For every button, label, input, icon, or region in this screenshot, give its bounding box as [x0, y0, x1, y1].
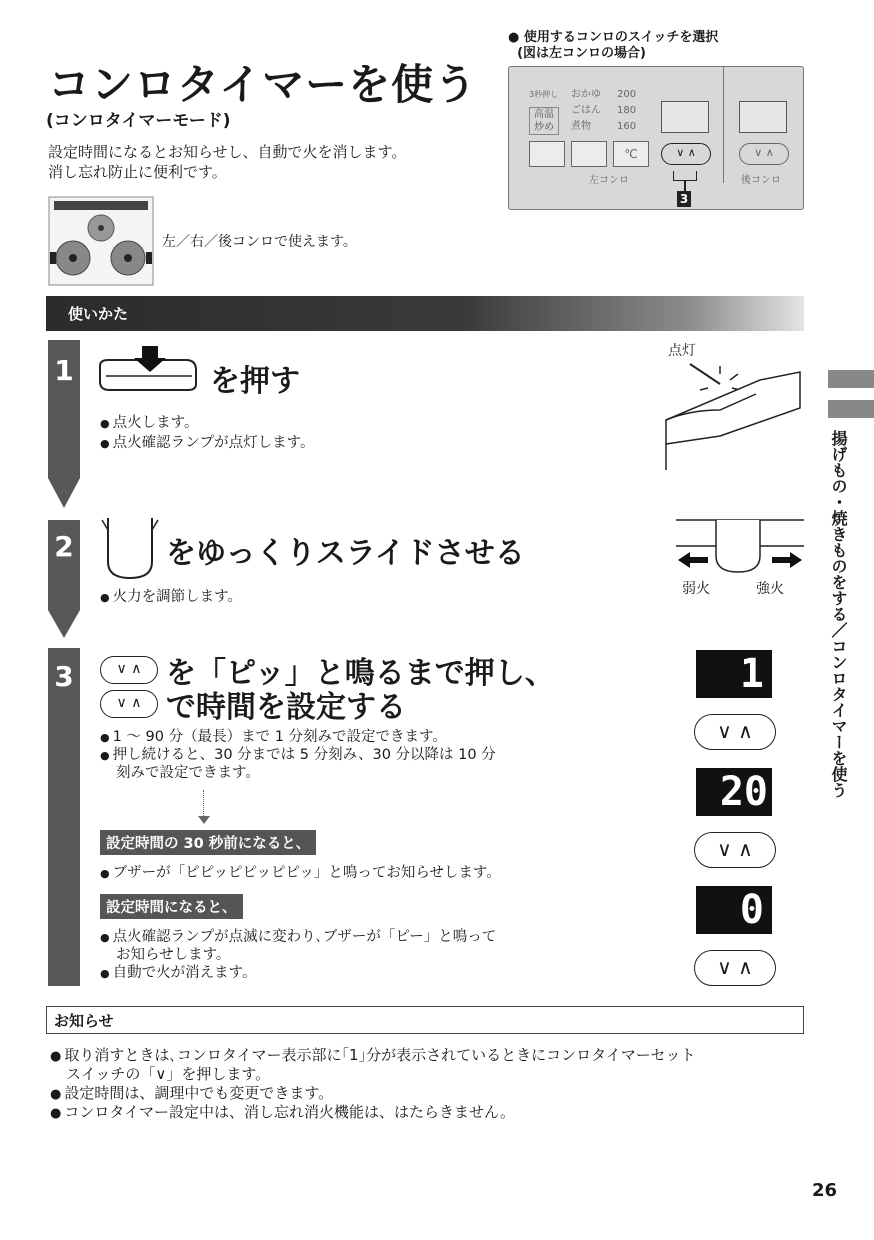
step-2-arrow: [48, 610, 80, 638]
mode-item: おかゆ: [571, 89, 601, 100]
kettle-button-icon: [529, 141, 565, 167]
temp-item: 180: [617, 105, 637, 116]
flow-dotted-line: [203, 790, 204, 818]
notice-label: お知らせ: [54, 1012, 114, 1030]
intro-line: 設定時間になるとお知らせし、自動で火を消します。: [48, 143, 407, 161]
panel-caption-text: 使用するコンロのスイッチを選択: [523, 30, 719, 45]
hold-3sec-label: 3秒押し: [529, 90, 559, 99]
temp-item: 200: [617, 89, 637, 100]
strong-flame-label: 強火: [756, 581, 784, 597]
lamp-illustration: [660, 358, 804, 474]
timer-display-20: 20: [696, 768, 772, 816]
step-1-heading: を押す: [210, 364, 300, 399]
mode-list: [571, 87, 601, 135]
mode-item: ごはん: [571, 105, 601, 116]
ignition-knob-icon: [96, 344, 206, 394]
intro-line: 消し忘れ防止に便利です。: [48, 163, 227, 181]
step-3-column: [48, 648, 80, 986]
subhead-30sec: 設定時間の 30 秒前になると、: [100, 830, 316, 855]
side-index-label: 揚げもの・焼きものをする／コンロタイマーを使う: [829, 430, 848, 798]
step-2-bullet: ● 火力を調節します。: [100, 588, 242, 607]
rear-timer-display: [739, 101, 787, 133]
step-1-bullet: ● 点火確認ランプが点灯します。: [100, 434, 314, 453]
step-1-arrow: [48, 478, 80, 508]
intro-text: [48, 142, 406, 182]
step-3-sub2-bullet: ● 自動で火が消えます。: [100, 964, 256, 983]
celsius-label: ℃: [624, 147, 638, 161]
left-timer-switch: ∨ ∧: [661, 143, 711, 165]
rear-timer-switch: ∨ ∧: [739, 143, 789, 165]
timer-display-0: 0: [696, 886, 772, 934]
mode-bottom-label: 炒め: [534, 122, 554, 133]
subhead-time-up: 設定時間になると、: [100, 894, 243, 919]
page-number: 26: [812, 1180, 838, 1201]
step-1-number: 1: [54, 354, 74, 387]
panel-caption-line: ● 使用するコンロのスイッチを選択: [508, 30, 719, 45]
step-3-number: 3: [54, 660, 74, 693]
panel-caption-line: [508, 46, 718, 62]
flow-arrow-icon: [198, 816, 210, 824]
mode-item: 煮物: [571, 121, 591, 132]
notice-box: [46, 1006, 804, 1034]
timer-display-1: 1: [696, 650, 772, 698]
burner-caption: 左／右／後コンロで使えます。: [162, 234, 357, 250]
step-3-sub1-bullet: ● ブザーが「ピピッピピッピピッ」と鳴ってお知らせします。: [100, 864, 501, 883]
step-3-bullet-continued: 刻みで設定できます。: [116, 765, 260, 781]
step-2-heading: をゆっくりスライドさせる: [166, 536, 525, 571]
rear-burner-label: 後コンロ: [741, 175, 781, 186]
step-2-number: 2: [54, 530, 74, 563]
temp-item: 160: [617, 121, 637, 132]
timer-switch-diagram: ∨ ∧: [694, 832, 776, 868]
left-timer-display: [661, 101, 709, 133]
high-temp-mode-box: [529, 107, 559, 135]
step-3-sub2-bullet-continued: お知らせします。: [116, 947, 231, 963]
notice-item-continued: スイッチの「∨」を押します。: [66, 1065, 271, 1083]
page-subtitle: (コンロタイマーモード): [46, 111, 231, 131]
side-index-tab: [828, 400, 874, 418]
burner-illustration: [48, 196, 154, 286]
notice-item: ● コンロタイマー設定中は、消し忘れ消火機能は、はたらきません。: [50, 1103, 515, 1123]
temp-list: [617, 87, 636, 135]
page-title: コンロタイマーを使う: [48, 60, 478, 109]
slide-lever-icon: [100, 516, 160, 582]
timer-switch-icon: ∨ ∧: [100, 656, 158, 684]
control-panel-diagram: [508, 66, 804, 210]
panel-caption-text: (図は左コンロの場合): [517, 46, 646, 61]
step-3-sub2-bullet: ● 点火確認ランプが点滅に変わり､ブザーが「ピー」と鳴って: [100, 928, 496, 947]
section-label: 使いかた: [68, 305, 129, 323]
lamp-label: 点灯: [668, 343, 696, 359]
side-index-tab: [828, 370, 874, 388]
timer-switch-diagram: ∨ ∧: [694, 714, 776, 750]
left-burner-label: 左コンロ: [589, 175, 629, 186]
notice-item: ● 設定時間は、調理中でも変更できます。: [50, 1084, 333, 1104]
timer-switch-diagram: ∨ ∧: [694, 950, 776, 986]
panel-caption: [508, 30, 718, 62]
celsius-button: [613, 141, 649, 167]
weak-flame-label: 弱火: [682, 581, 710, 597]
pot-button-icon: [571, 141, 607, 167]
flame-lever-illustration: [676, 516, 804, 582]
callout-bracket: [673, 171, 697, 181]
panel-divider: [723, 67, 724, 183]
step-3-heading-line1: を「ピッ」と鳴るまで押し、: [166, 656, 555, 691]
callout-line: [684, 181, 686, 191]
notice-item: ● 取り消すときは､コンロタイマー表示部に｢1｣分が表示されているときにコンロタイマーセット: [50, 1046, 696, 1066]
section-bar: [46, 296, 804, 331]
step-3-heading-line2: で時間を設定する: [166, 690, 406, 725]
callout-badge: 3: [677, 191, 691, 207]
step-3-bullet: ● 1 ～ 90 分（最長）まで 1 分刻みで設定できます。: [100, 728, 447, 747]
step-3-bullet: ● 押し続けると、30 分までは 5 分刻み、30 分以降は 10 分: [100, 746, 496, 765]
mode-top-label: 高温: [534, 109, 554, 120]
step-1-bullet: ● 点火します。: [100, 414, 198, 433]
timer-switch-icon: ∨ ∧: [100, 690, 158, 718]
